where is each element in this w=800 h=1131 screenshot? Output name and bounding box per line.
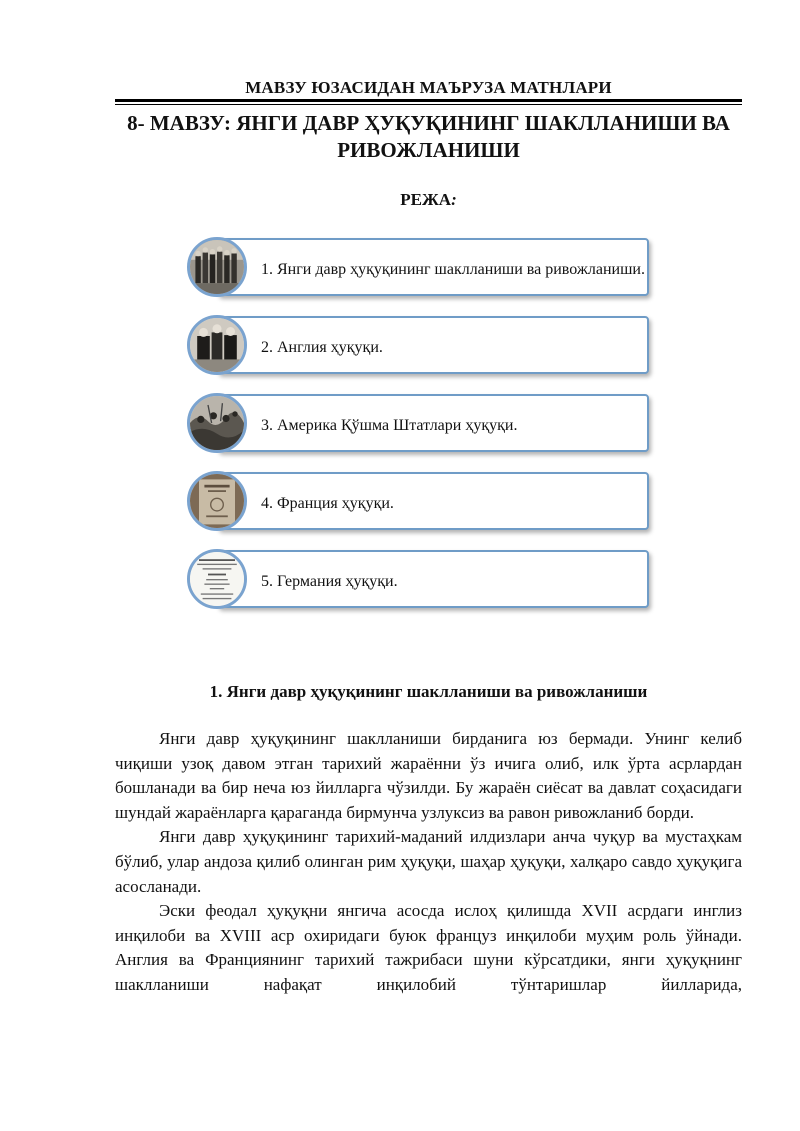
document-page-image [187, 549, 247, 609]
plan-item-box [217, 316, 649, 374]
header-rule-thick [115, 99, 742, 102]
group-photo-image [187, 237, 247, 297]
section-body [115, 727, 742, 998]
plan-item [187, 550, 652, 612]
plan-item [187, 394, 652, 456]
plan-item-box [217, 550, 649, 608]
body-paragraph: Янги давр ҳуқуқининг тарихий-маданий илдизлари анча чуқур ва мустаҳкам бўлиб, улар андоза қилиб олинган рим ҳуқуқи, шаҳар ҳуқуқи, халқаро савдо ҳуқуқига асосланади. [115, 827, 742, 896]
page-header: МАВЗУ ЮЗАСИДАН МАЪРУЗА МАТНЛАРИ [245, 78, 612, 97]
plan-item-text: 4. Франция ҳуқуқи. [261, 494, 394, 512]
plan-item-text: 3. Америка Қўшма Штатлари ҳуқуқи. [261, 416, 518, 434]
plan-item [187, 316, 652, 378]
topic-title-line-2: РИВОЖЛАНИШИ [337, 138, 520, 162]
portrait-photo-image [187, 315, 247, 375]
section-heading: 1. Янги давр ҳуқуқининг шаклланиши ва ривожланиши [209, 682, 648, 701]
battle-scene-image [187, 393, 247, 453]
topic-title-line-1: 8- МАВЗУ: ЯНГИ ДАВР ҲУҚУҚИНИНГ ШАКЛЛАНИШИ ВА [127, 111, 730, 135]
plan-item-text: 2. Англия ҳуқуқи. [261, 338, 383, 356]
body-paragraph: Эски феодал ҳуқуқни янгича асосда ислоҳ қилишда XVII асрдаги инглиз инқилоби ва XVIII аср охиридаги буюк француз инқилоби муҳим роль ўйнади. Англия ва Франциянинг тарихий тажрибаси шуни кўрсатдики, янги ҳуқуқнинг шаклланиши нафақат инқилобий тўнтаришлар йилларида, [115, 901, 742, 994]
body-paragraph: Янги давр ҳуқуқининг шаклланиши бирданига юз бермади. Унинг келиб чиқиши узоқ давом этган тарихий жараённи ўз ичига олиб, илк ўрта асрлардан бошланади ва бир неча юз йилларга чўзилди. Бу жараён сиёсат ва давлат соҳасидаги шундай жараёнларга қараганда бирмунча узлуксиз ва равон ривожланиб борди. [115, 729, 742, 822]
plan-item-box [217, 472, 649, 530]
topic-title [115, 110, 742, 164]
plan-heading [115, 190, 742, 210]
plan-list [187, 238, 652, 628]
header-rule-thin [115, 104, 742, 105]
plan-item [187, 472, 652, 534]
book-cover-image [187, 471, 247, 531]
plan-item-box [217, 394, 649, 452]
plan-item-text: 5. Германия ҳуқуқи. [261, 572, 398, 590]
plan-heading-label: РЕЖА [400, 190, 452, 209]
plan-item-text: 1. Янги давр ҳуқуқининг шаклланиши ва ривожланиши. [261, 260, 645, 278]
plan-item [187, 238, 652, 300]
plan-item-box [217, 238, 649, 296]
plan-heading-suffix: : [451, 190, 457, 209]
